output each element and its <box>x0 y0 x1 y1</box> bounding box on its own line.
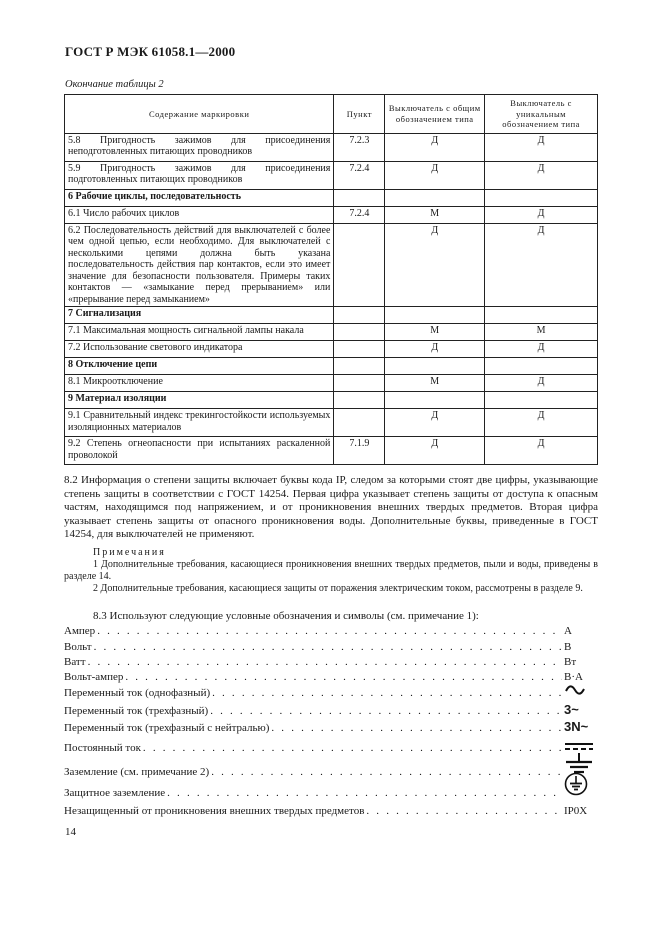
row-clause: 7.2.3 <box>334 133 385 161</box>
row-common-type <box>385 189 485 206</box>
page-number: 14 <box>65 826 76 838</box>
row-clause: 7.2.4 <box>334 161 385 189</box>
table-row <box>65 341 598 358</box>
symbol-label: Защитное заземление <box>64 787 166 799</box>
symbol-label: Ватт <box>64 656 86 668</box>
symbol-value: А <box>564 625 572 637</box>
row-content: 7 Сигнализация <box>65 307 334 324</box>
dot-leader <box>125 671 562 683</box>
symbol-value: В·А <box>564 671 583 683</box>
symbol-value: 3N~ <box>564 719 589 734</box>
row-common-type <box>385 392 485 409</box>
table-row <box>65 133 598 161</box>
row-common-type: Д <box>385 223 485 307</box>
row-common-type <box>385 358 485 375</box>
row-clause: 7.1.9 <box>334 437 385 465</box>
row-unique-type <box>485 189 598 206</box>
symbol-row <box>64 667 598 683</box>
ac-icon <box>564 684 598 699</box>
table-row <box>65 375 598 392</box>
symbol-row <box>64 621 598 637</box>
row-common-type <box>385 307 485 324</box>
row-clause <box>334 358 385 375</box>
row-clause <box>334 324 385 341</box>
row-clause <box>334 307 385 324</box>
row-content: 8 Отключение цепи <box>65 358 334 375</box>
symbol-row <box>64 736 598 754</box>
header-unique-type: Выключатель с уникальным обозначением типа <box>485 95 598 134</box>
symbol-label: Вольт-ампер <box>64 671 124 683</box>
row-content: 5.9 Пригодность зажимов для присоединения подготовленных питающих проводников <box>65 161 334 189</box>
row-common-type: Д <box>385 161 485 189</box>
dot-leader <box>143 742 562 754</box>
symbol-row <box>64 699 598 717</box>
table-row <box>65 324 598 341</box>
row-common-type: Д <box>385 341 485 358</box>
row-unique-type <box>485 307 598 324</box>
table-row <box>65 358 598 375</box>
note-2: 2 Дополнительные требования, касающиеся защиты от поражения электрическим током, рассмотрены в разделе 9. <box>93 583 583 594</box>
symbol-value: В <box>564 641 572 653</box>
row-content: 7.2 Использование светового индикатора <box>65 341 334 358</box>
marking-table <box>64 94 598 465</box>
table-row <box>65 206 598 223</box>
dot-leader <box>366 805 562 817</box>
row-clause <box>334 392 385 409</box>
row-common-type: Д <box>385 133 485 161</box>
notes-title: Примечания <box>93 547 166 558</box>
paragraph-8-2: 8.2 Информация о степени защиты включает буквы кода IP, следом за которыми стоят две цифры, указывающие степень защиты в соответствии с ГОСТ 14254. Первая цифра указывает степень защиты от доступа к опасным частям, находящимся под напряжением, и от проникновения внешних твердых предметов. Вторая цифра указывает степень защиты от опасного проникновения воды. Дополнительные буквы, приведенные в ГОСТ 14254, для выключателей не применяют. <box>64 474 598 541</box>
dot-leader <box>97 625 562 637</box>
symbol-row <box>64 756 598 778</box>
row-common-type: М <box>385 324 485 341</box>
header-clause: Пункт <box>334 95 385 134</box>
table-caption: Окончание таблицы 2 <box>65 79 164 90</box>
row-common-type: М <box>385 206 485 223</box>
row-clause: 7.2.4 <box>334 206 385 223</box>
header-content: Содержание маркировки <box>65 95 334 134</box>
symbol-value: Вт <box>564 656 577 668</box>
row-content: 9 Материал изоляции <box>65 392 334 409</box>
symbol-value: 3~ <box>564 702 579 717</box>
row-clause <box>334 223 385 307</box>
symbol-label: Постоянный ток <box>64 742 141 754</box>
row-unique-type: Д <box>485 341 598 358</box>
protective-earth-icon <box>564 772 598 799</box>
table-row <box>65 161 598 189</box>
row-content: 6.1 Число рабочих циклов <box>65 206 334 223</box>
row-content: 6 Рабочие циклы, последовательность <box>65 189 334 206</box>
dot-leader <box>271 722 562 734</box>
symbol-row <box>64 801 598 817</box>
symbol-label: Переменный ток (однофазный) <box>64 687 211 699</box>
row-unique-type <box>485 358 598 375</box>
symbol-value: IP0X <box>564 805 588 817</box>
row-content: 9.1 Сравнительный индекс трекингостойкости используемых изоляционных материалов <box>65 409 334 437</box>
dot-leader <box>212 687 562 699</box>
row-unique-type: М <box>485 324 598 341</box>
row-common-type: Д <box>385 409 485 437</box>
row-unique-type: Д <box>485 223 598 307</box>
row-content: 8.1 Микроотключение <box>65 375 334 392</box>
row-clause <box>334 375 385 392</box>
symbol-row <box>64 716 598 734</box>
symbol-label: Переменный ток (трехфазный) <box>64 705 209 717</box>
row-clause <box>334 341 385 358</box>
table-row <box>65 437 598 465</box>
row-common-type: М <box>385 375 485 392</box>
row-unique-type: Д <box>485 161 598 189</box>
table-row <box>65 409 598 437</box>
row-clause <box>334 189 385 206</box>
row-content: 7.1 Максимальная мощность сигнальной лампы накала <box>65 324 334 341</box>
symbol-row <box>64 777 598 799</box>
row-unique-type <box>485 392 598 409</box>
document-header: ГОСТ Р МЭК 61058.1—2000 <box>65 44 236 59</box>
header-common-type: Выключатель с общим обозначением типа <box>385 95 485 134</box>
row-unique-type: Д <box>485 437 598 465</box>
symbol-label: Заземление (см. примечание 2) <box>64 766 210 778</box>
row-unique-type: Д <box>485 375 598 392</box>
row-content: 5.8 Пригодность зажимов для присоединения неподготовленных питающих проводников <box>65 133 334 161</box>
symbol-label: Вольт <box>64 641 92 653</box>
symbol-row <box>64 637 598 653</box>
note-1: 1 Дополнительные требования, касающиеся проникновения внешних твердых предметов, пыли и воды, приведены в разделе 14. <box>64 559 598 583</box>
row-unique-type: Д <box>485 206 598 223</box>
table-row <box>65 307 598 324</box>
row-common-type: Д <box>385 437 485 465</box>
dot-leader <box>167 787 562 799</box>
symbol-label: Незащищенный от проникновения внешних твердых предметов <box>64 805 365 817</box>
symbol-row <box>64 652 598 668</box>
row-unique-type: Д <box>485 133 598 161</box>
symbol-label: Ампер <box>64 625 96 637</box>
symbol-label: Переменный ток (трехфазный с нейтралью) <box>64 722 270 734</box>
row-content: 6.2 Последовательность действий для выключателей с более чем одной цепью, если необходимо. Для выключателей с несколькими цепями должна быть указана последовательность действия пар контактов, если это имеет значение для безопасности пользователя. Примеры таких контактов — «замыкание перед прерыванием» или «прерывание перед замыканием» <box>65 223 334 307</box>
table-row <box>65 189 598 206</box>
table-row <box>65 392 598 409</box>
row-content: 9.2 Степень огнеопасности при испытаниях раскаленной проволокой <box>65 437 334 465</box>
row-clause <box>334 409 385 437</box>
table-row <box>65 223 598 307</box>
row-unique-type: Д <box>485 409 598 437</box>
symbol-row <box>64 683 598 699</box>
paragraph-8-3: 8.3 Используют следующие условные обозначения и символы (см. примечание 1): <box>93 610 479 622</box>
